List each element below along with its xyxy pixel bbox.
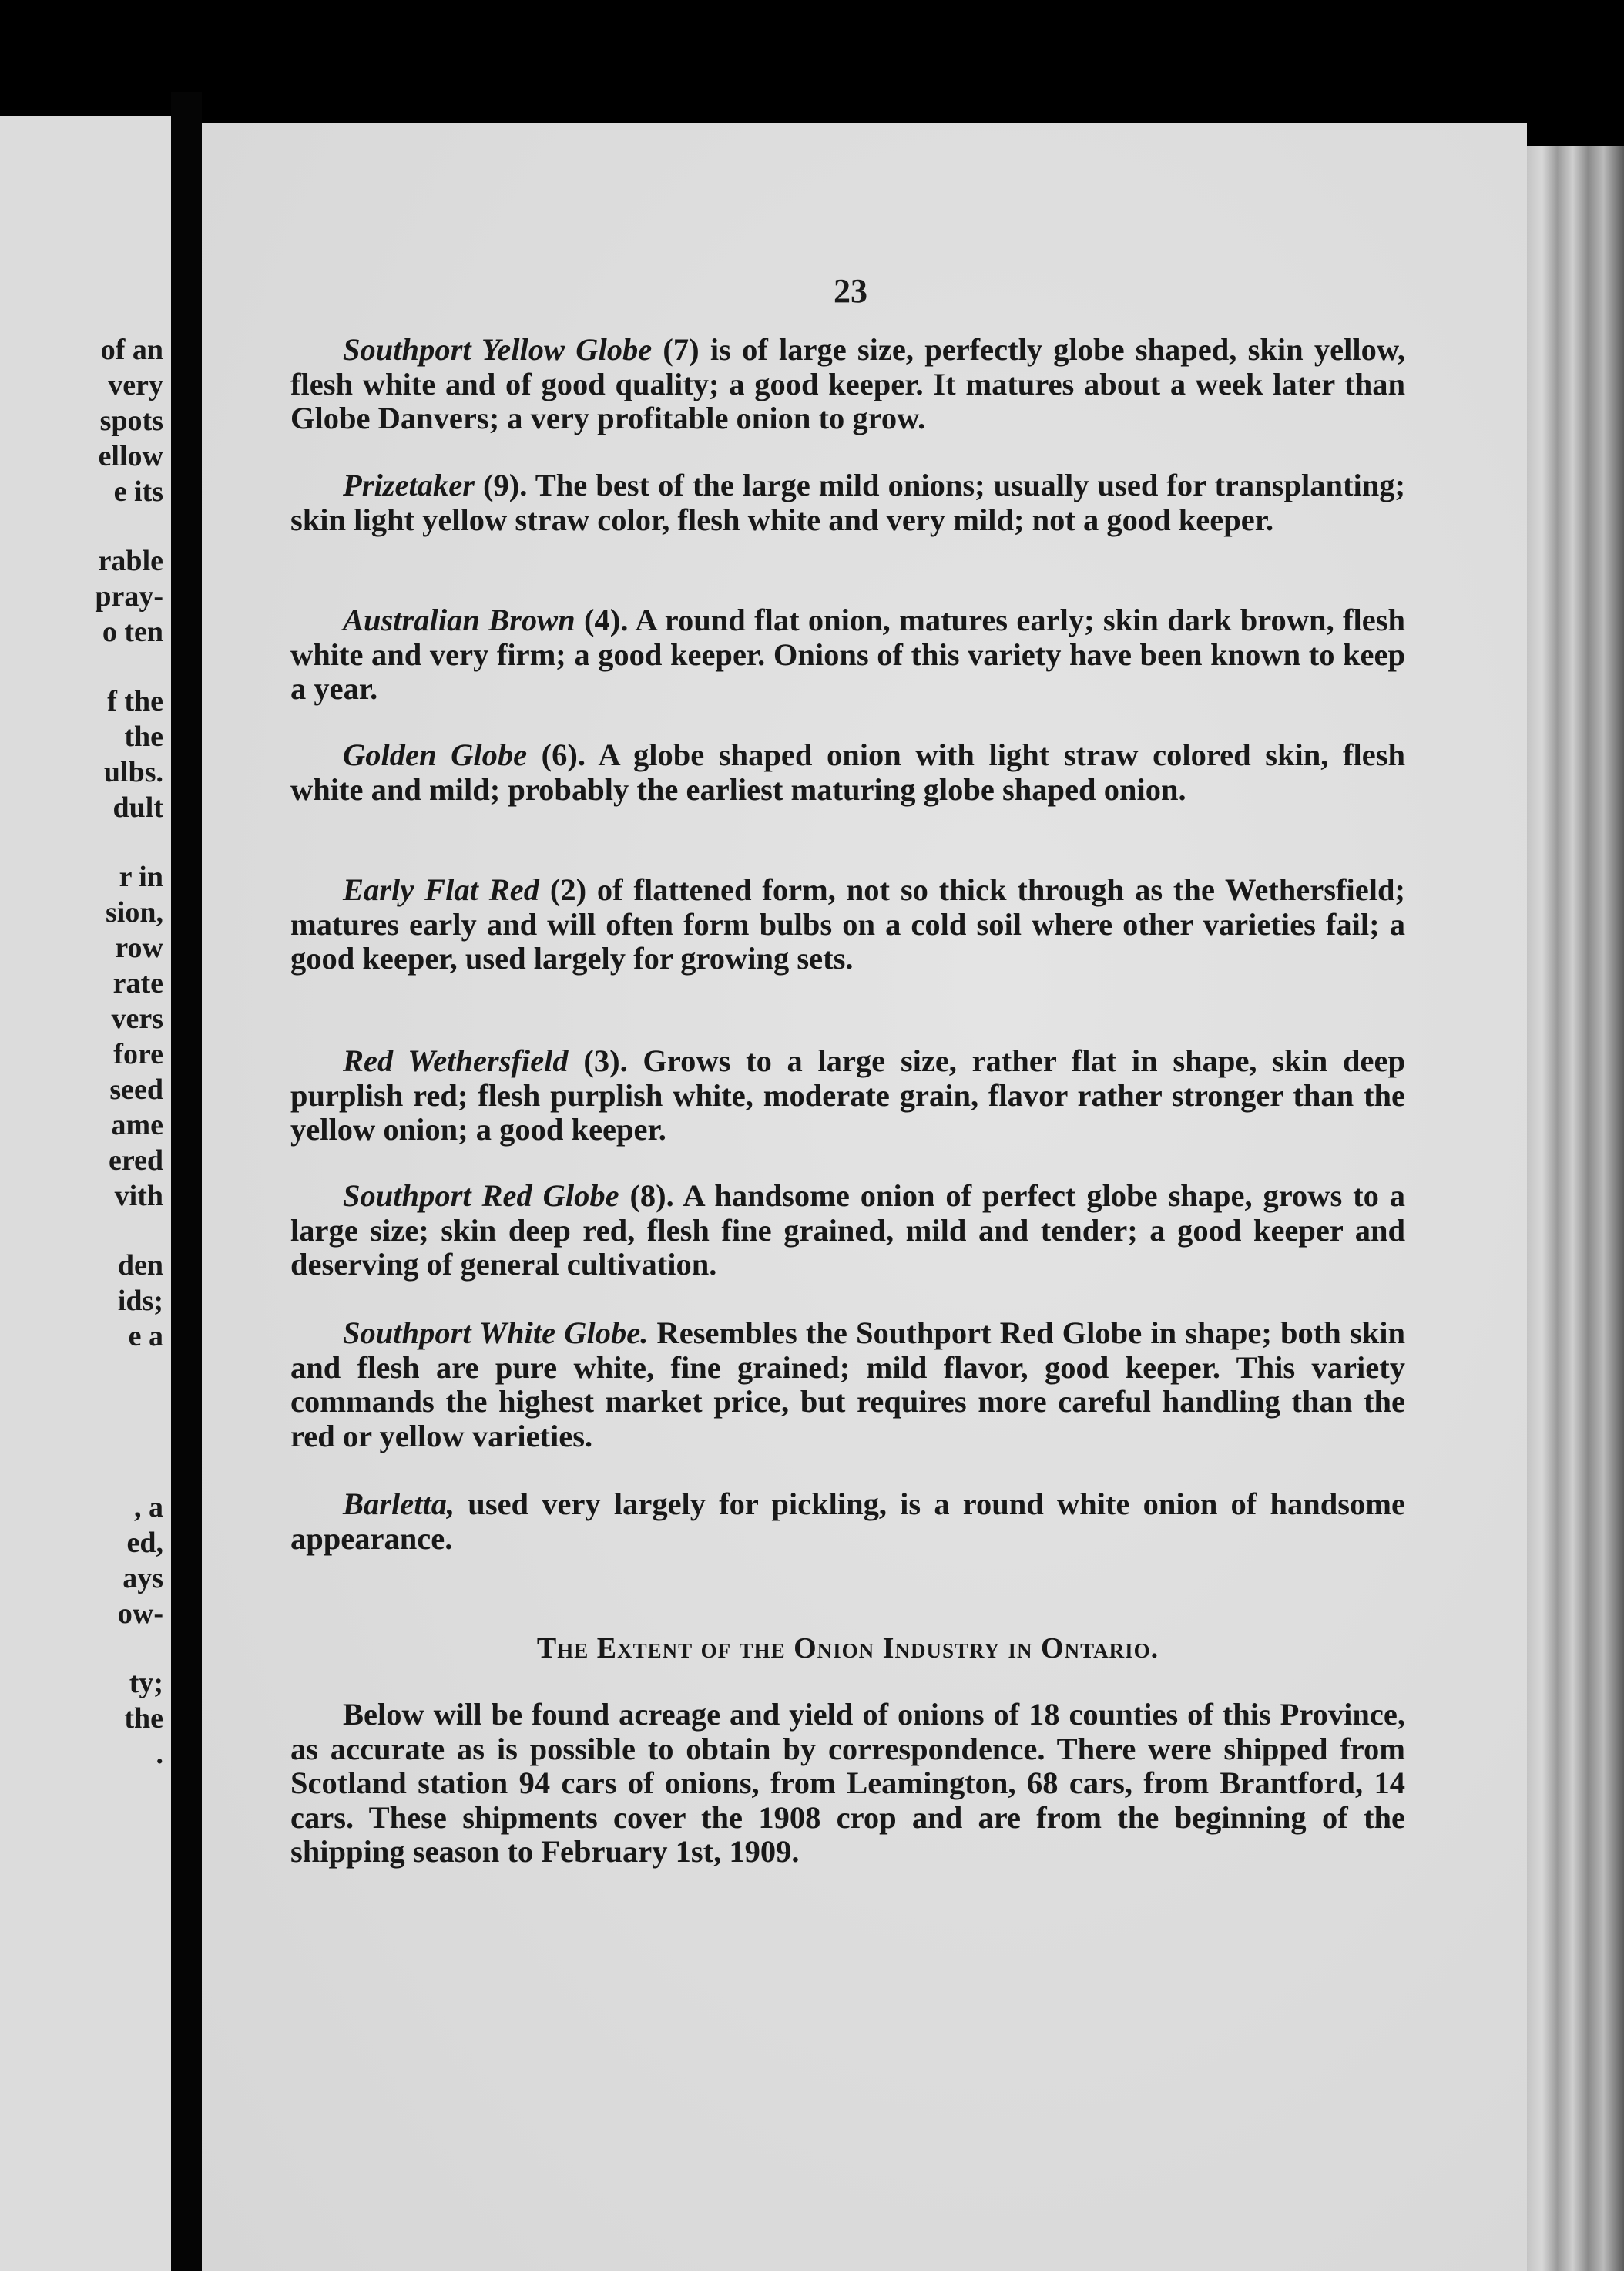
left-page-word-fragment: the: [124, 721, 163, 753]
left-page-word-fragment: very: [108, 369, 163, 401]
left-page-word-fragment: sion,: [106, 896, 163, 929]
variety-description: (3). Grows to a large size, rather flat in shape, skin deep purplish red; flesh purplish white, moderate grain, flavor rather stronger than the yellow onion; a good keeper.: [290, 1043, 1405, 1147]
left-page-word-fragment: pray-: [95, 580, 163, 613]
variety-description: (2) of flattened form, not so thick through as the Wethersfield; matures early and will often form bulbs on a cold soil where other varieties fail; a good keeper, used largely for growing sets.: [290, 872, 1405, 976]
variety-name: Red Wethersfield: [343, 1043, 569, 1078]
variety-description: used very largely for pickling, is a round white onion of handsome appearance.: [290, 1487, 1405, 1556]
variety-entry: [290, 1179, 1405, 1282]
left-page-word-fragment: fore: [113, 1038, 163, 1070]
left-page-word-fragment: ays: [122, 1562, 163, 1594]
variety-entry: [290, 873, 1405, 976]
left-page-word-fragment: dult: [112, 791, 163, 824]
left-page-word-fragment: ids;: [117, 1285, 163, 1317]
left-page-word-fragment: .: [156, 1738, 163, 1770]
left-page-word-fragment: ellow: [98, 440, 163, 472]
variety-entry: [290, 1044, 1405, 1147]
section-paragraph: Below will be found acreage and yield of onions of 18 counties of this Province, as accurate as is possible to obtain by correspondence. There were shipped from Scotland station 94 cars of onions, from Leamington, 68 cars, from Brantford, 14 cars. These shipments cover the 1908 crop and are from the beginning of the shipping season to February 1st, 1909.: [290, 1697, 1405, 1869]
section-heading: The Extent of the Onion Industry in Ontario.: [536, 1632, 1159, 1665]
variety-description: Resembles the Southport Red Globe in shape; both skin and flesh are pure white, fine grained; mild flavor, good keeper. This variety commands the highest market price, but requires more careful handling than the red or yellow varieties.: [290, 1315, 1406, 1453]
left-page-word-fragment: r in: [119, 861, 163, 893]
left-page-word-fragment: seed: [109, 1073, 163, 1106]
variety-entry: [290, 603, 1405, 707]
book-gutter: [171, 92, 202, 2271]
left-page-word-fragment: row: [115, 932, 163, 964]
left-page-word-fragment: e a: [128, 1320, 163, 1352]
left-page-word-fragment: ame: [111, 1109, 163, 1141]
variety-name: Prizetaker: [343, 468, 475, 502]
left-page-word-fragment: ered: [108, 1144, 163, 1177]
variety-name: Southport Yellow Globe: [343, 332, 653, 367]
left-page-word-fragment: rable: [98, 545, 163, 577]
left-page-word-fragment: ed,: [126, 1527, 163, 1559]
variety-name: Barletta,: [343, 1487, 455, 1521]
left-page-word-fragment: the: [124, 1702, 163, 1735]
left-page-word-fragment: ulbs.: [103, 756, 163, 788]
variety-name: Southport Red Globe: [343, 1178, 619, 1213]
variety-entry: [290, 469, 1405, 537]
page-number: 23: [834, 272, 867, 310]
variety-entry: [290, 333, 1405, 436]
variety-entry: [290, 738, 1405, 807]
previous-page-fragment: [0, 116, 171, 2271]
left-page-word-fragment: rate: [112, 967, 163, 999]
left-page-word-fragment: , a: [134, 1491, 163, 1524]
left-page-word-fragment: vers: [111, 1003, 163, 1035]
variety-name: Australian Brown: [343, 603, 575, 637]
left-page-word-fragment: spots: [99, 405, 163, 437]
variety-name: Golden Globe: [343, 737, 528, 772]
variety-name: Southport White Globe.: [343, 1315, 649, 1350]
left-page-word-fragment: ty;: [129, 1667, 163, 1699]
left-page-word-fragment: o ten: [102, 616, 163, 648]
left-page-word-fragment: f the: [107, 685, 163, 717]
left-page-word-fragment: e its: [113, 475, 163, 508]
variety-description: (4). A round flat onion, matures early; skin dark brown, flesh white and very firm; a good keeper. Onions of this variety have been known to keep a year.: [290, 603, 1405, 706]
variety-description: (8). A handsome onion of perfect globe shape, grows to a large size; skin deep red, flesh fine grained, mild and tender; a good keeper and deserving of general cultivation.: [290, 1178, 1405, 1282]
left-page-word-fragment: den: [117, 1249, 163, 1282]
variety-name: Early Flat Red: [343, 872, 539, 907]
variety-description: (7) is of large size, perfectly globe shaped, skin yellow, flesh white and of good quality; a good keeper. It matures about a week later than Globe Danvers; a very profitable onion to grow.: [290, 332, 1406, 435]
variety-description: (9). The best of the large mild onions; usually used for transplanting; skin light yellow straw color, flesh white and very mild; not a good keeper.: [290, 468, 1405, 537]
left-page-word-fragment: ow-: [117, 1597, 163, 1630]
variety-entry: [290, 1316, 1405, 1453]
page-edges: [1522, 146, 1624, 2271]
variety-entry: [290, 1487, 1405, 1556]
left-page-word-fragment: vith: [114, 1180, 163, 1212]
variety-description: (6). A globe shaped onion with light straw colored skin, flesh white and mild; probably the earliest maturing globe shaped onion.: [290, 737, 1405, 807]
left-page-word-fragment: of an: [100, 334, 163, 366]
